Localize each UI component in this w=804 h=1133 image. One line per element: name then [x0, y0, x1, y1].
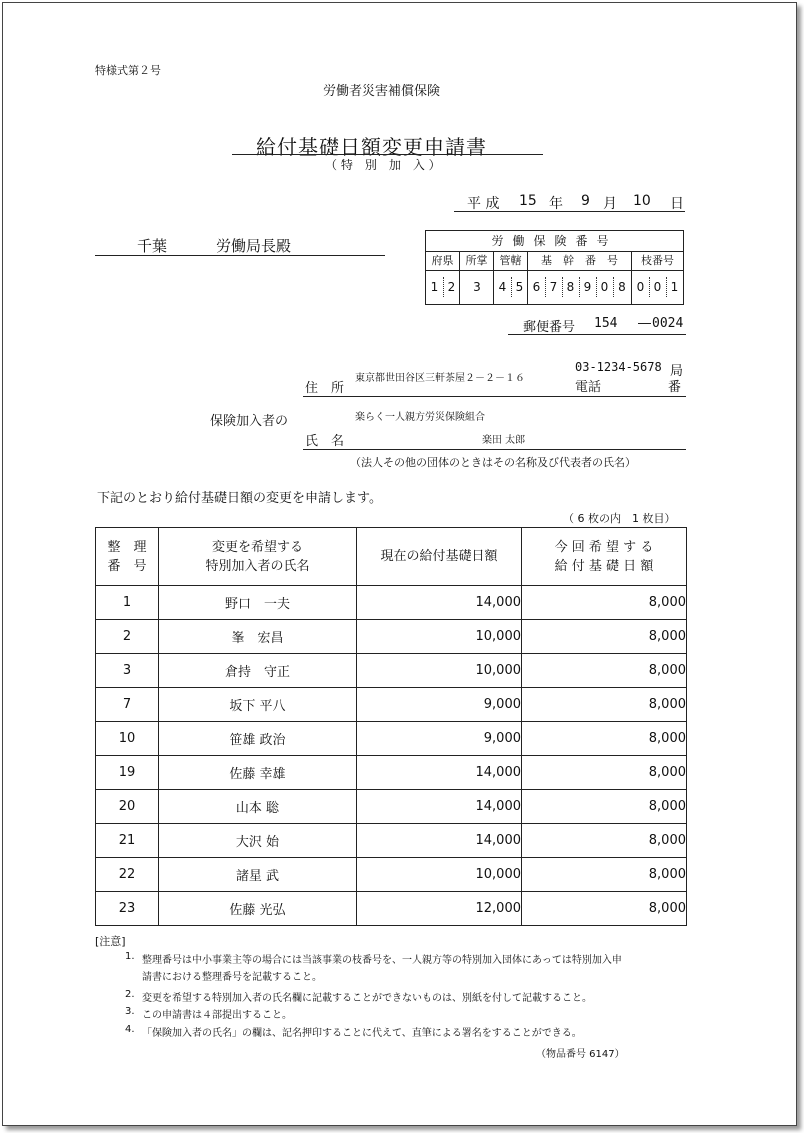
insurance-number-group-base: 基 幹 番 号 6 7 8 9 0 8 [528, 251, 632, 304]
row-requested-amount: 8,000 [522, 620, 687, 654]
row-current-amount: 10,000 [357, 620, 522, 654]
row-insured-name: 笹雄 政治 [159, 722, 357, 756]
row-serial-number: 21 [96, 824, 159, 858]
date-day: 10 [633, 193, 651, 209]
note-text: 「保険加入者の氏名」の欄は、記名押印することに代えて、直筆による署名をすることができる。 [142, 1028, 582, 1039]
insurance-number-group-prefecture: 府県 1 2 [426, 251, 460, 304]
row-current-amount: 10,000 [357, 654, 522, 688]
note-number: 4. [125, 1024, 135, 1035]
addressee-prefecture: 千葉 [137, 237, 168, 255]
row-serial-number: 10 [96, 722, 159, 756]
applicant-organization: 楽らく一人親方労災保険組合 [355, 412, 485, 423]
table-header-row [96, 528, 687, 586]
applicant-role-label: 保険加入者の [210, 414, 289, 429]
row-insured-name: 峯 宏昌 [159, 620, 357, 654]
phone-number: 03-1234-5678 [575, 360, 662, 374]
title-underline [232, 154, 543, 155]
date-year-unit: 年 [549, 196, 563, 212]
applicant-representative: 楽田 太郎 [482, 435, 526, 446]
row-requested-amount: 8,000 [522, 756, 687, 790]
note-text: 変更を希望する特別加入者の氏名欄に記載することができないものは、別紙を付して記載すること。 [142, 993, 592, 1004]
header-requested-amount: 今 回 希 望 す る 給 付 基 礎 日 額 [522, 528, 687, 586]
row-requested-amount: 8,000 [522, 892, 687, 926]
date-month-unit: 月 [603, 196, 617, 212]
labor-insurance-number-header: 労働保険番号 [426, 231, 683, 252]
note-text: この申請書は４部提出すること。 [142, 1010, 292, 1021]
row-current-amount: 12,000 [357, 892, 522, 926]
row-requested-amount: 8,000 [522, 824, 687, 858]
row-insured-name: 倉持 守正 [159, 654, 357, 688]
postal-code-second: 0024 [652, 316, 684, 331]
row-current-amount: 9,000 [357, 688, 522, 722]
row-requested-amount: 8,000 [522, 858, 687, 892]
date-era: 平 成 [467, 196, 500, 212]
row-insured-name: 山本 聡 [159, 790, 357, 824]
phone-label-suffix: 番 [668, 380, 682, 395]
note-number: 3. [125, 1006, 135, 1017]
document-subtitle: （ 特 別 加 入 ） [325, 158, 441, 172]
row-serial-number: 2 [96, 620, 159, 654]
document-title: 給付基礎日額変更申請書 [256, 135, 487, 159]
row-insured-name: 大沢 始 [159, 824, 357, 858]
row-serial-number: 23 [96, 892, 159, 926]
addressee-office: 労働局長殿 [216, 237, 292, 255]
insurance-number-group-office: 管轄 4 5 [494, 251, 528, 304]
phone-suffix: 局 [670, 364, 684, 379]
row-requested-amount: 8,000 [522, 790, 687, 824]
name-label: 氏 名 [305, 434, 345, 449]
table-row [96, 620, 687, 654]
name-underline [303, 449, 686, 450]
row-requested-amount: 8,000 [522, 654, 687, 688]
row-serial-number: 1 [96, 586, 159, 620]
note-text: 整理番号は中小事業主等の場合には当該事業の枝番号を、一人親方等の特別加入団体にあっては特別加入申 [142, 955, 622, 966]
postal-dash: ― [638, 316, 651, 331]
table-row [96, 892, 687, 926]
table-row [96, 586, 687, 620]
header-serial-number: 整 理 番 号 [96, 528, 159, 586]
row-requested-amount: 8,000 [522, 586, 687, 620]
row-insured-name: 諸星 武 [159, 858, 357, 892]
table-row [96, 756, 687, 790]
row-current-amount: 14,000 [357, 824, 522, 858]
corporation-note: （法人その他の団体のときはその名称及び代表者の氏名） [350, 456, 636, 469]
header-current-amount: 現在の給付基礎日額 [357, 528, 522, 586]
row-current-amount: 14,000 [357, 756, 522, 790]
change-request-table [95, 527, 687, 926]
address-underline [303, 396, 686, 397]
row-serial-number: 19 [96, 756, 159, 790]
row-current-amount: 10,000 [357, 858, 522, 892]
row-current-amount: 14,000 [357, 790, 522, 824]
application-statement: 下記のとおり給付基礎日額の変更を申請します。 [97, 491, 382, 506]
row-current-amount: 14,000 [357, 586, 522, 620]
row-requested-amount: 8,000 [522, 722, 687, 756]
row-serial-number: 3 [96, 654, 159, 688]
date-month: 9 [581, 193, 590, 209]
postal-code-first: 154 [594, 316, 618, 331]
note-number: 2. [125, 989, 135, 1000]
table-row [96, 858, 687, 892]
date-year: 15 [519, 193, 537, 209]
row-serial-number: 22 [96, 858, 159, 892]
addressee-underline [95, 255, 385, 256]
date-day-unit: 日 [670, 196, 684, 212]
address-label: 住 所 [305, 381, 345, 396]
header-insured-name: 変更を希望する 特別加入者の氏名 [159, 528, 357, 586]
row-requested-amount: 8,000 [522, 688, 687, 722]
table-row [96, 790, 687, 824]
insurance-number-group-jurisdiction: 所掌 3 [460, 251, 494, 304]
form-code: 特様式第２号 [95, 64, 161, 77]
note-text: 請書における整理番号を記載すること。 [142, 972, 322, 983]
postal-label: 郵便番号 [523, 320, 576, 335]
row-current-amount: 9,000 [357, 722, 522, 756]
table-row [96, 654, 687, 688]
row-insured-name: 坂下 平八 [159, 688, 357, 722]
insurance-number-group-branch: 枝番号 0 0 1 [632, 251, 683, 304]
insurance-type: 労働者災害補償保険 [323, 84, 441, 99]
note-number: 1. [125, 951, 135, 962]
row-insured-name: 佐藤 幸雄 [159, 756, 357, 790]
item-number: （物品番号 6147） [536, 1049, 625, 1060]
table-row [96, 722, 687, 756]
sheet-counter: （ 6 枚の内 1 枚目） [563, 512, 676, 525]
table-row [96, 688, 687, 722]
phone-label: 電話 [575, 380, 602, 395]
row-insured-name: 野口 一夫 [159, 586, 357, 620]
row-serial-number: 20 [96, 790, 159, 824]
labor-insurance-number-box [425, 230, 684, 305]
applicant-address: 東京都世田谷区三軒茶屋２－２－１６ [355, 373, 525, 384]
row-insured-name: 佐藤 光弘 [159, 892, 357, 926]
table-row [96, 824, 687, 858]
notes-heading: [注意] [95, 935, 126, 948]
row-serial-number: 7 [96, 688, 159, 722]
